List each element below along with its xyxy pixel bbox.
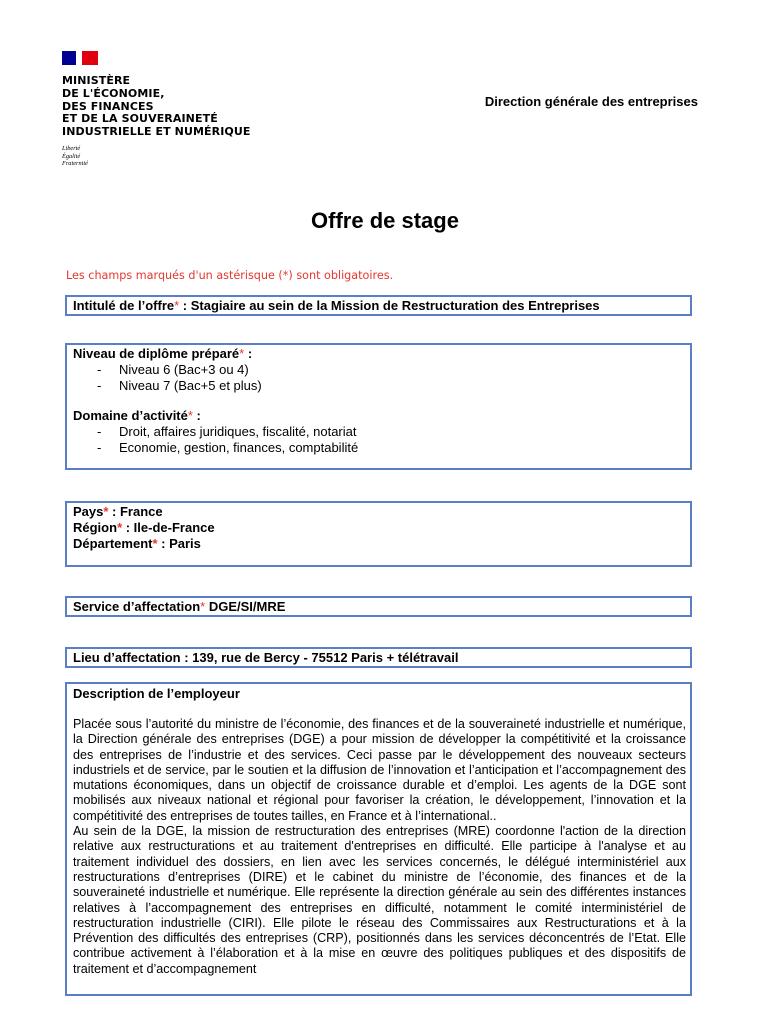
employer-paragraph: Placée sous l’autorité du ministre de l’économie, des finances et de la souveraineté industrielle et numérique, la Direction générale des entreprises (DGE) a pour mission de développer la compétitivité et la croissance des entreprises de l’industrie et des services. Ceci passe par le développement des nouveaux secteurs industriels et de service, par le soutien et la diffusion de l’innovation et l’anticipation et l’accompagnement des mutations économiques, dans un objectif de croissance durable et d’emploi. Les agents de la DGE sont mobilisés aux niveaux national et régional pour favoriser la création, le développement, l’innovation et la compétitivité des entreprises de toutes tailles, en France et à l’international.. [73, 717, 686, 823]
diploma-list [73, 362, 690, 394]
required-asterisk: * [187, 408, 193, 423]
motto-line: Liberté [62, 144, 81, 152]
diploma-label-suffix: : [244, 346, 253, 361]
motto-line: Fraternité [62, 160, 88, 168]
education-field [65, 343, 692, 470]
department-label: Département [73, 536, 153, 551]
list-item: - Niveau 7 (Bac+5 et plus) [97, 378, 690, 394]
required-asterisk: * [152, 536, 158, 551]
required-asterisk: * [239, 346, 245, 361]
ministry-name-line: DES FINANCES [62, 99, 154, 113]
employer-paragraph: Au sein de la DGE, la mission de restructuration des entreprises (MRE) coordonne l'action de la direction relative aux restructurations et au traitement d'entreprises en difficulté. Elle participe à l'analyse et au traitement individuel des dossiers, en lien avec les services concernés, le délégué interministériel aux restructurations d’entreprises (DIRE) et le cabinet du ministre de l’économie, des finances et de la souveraineté industrielle et numérique. Elle représente la direction générale au sein des différentes instances relatives à l’accompagnement des entreprises en difficulté, notamment le comité interministériel de restructuration industrielle (CIRI). Elle pilote le réseau des Commissaires aux Restructurations et à la Prévention des difficultés des entreprises (CRP), positionnés dans les services déconcentrés de l’Etat. Elle contribue activement à l’élaboration et à la mise en œuvre des politiques publiques et des dispositifs de traitement et d’accompagnement [73, 824, 686, 976]
page-title: Offre de stage [311, 208, 459, 233]
employer-heading: Description de l’employeur [73, 686, 240, 701]
service-value: DGE/SI/MRE [205, 599, 286, 614]
mandatory-fields-note: Les champs marqués d'un astérisque (*) sont obligatoires. [66, 269, 394, 282]
list-item: - Droit, affaires juridiques, fiscalité, notariat [97, 424, 690, 440]
list-item: - Niveau 6 (Bac+3 ou 4) [97, 362, 690, 378]
required-asterisk: * [117, 520, 123, 535]
department-value: : Paris [157, 536, 201, 551]
motto-line: Égalité [62, 152, 81, 160]
direction-header: Direction générale des entreprises [484, 94, 698, 109]
list-item: - Economie, gestion, finances, comptabilité [97, 440, 690, 456]
service-field [65, 596, 692, 617]
required-asterisk: * [103, 504, 109, 519]
ministry-name [62, 75, 251, 139]
ministry-name-line: DE L'ÉCONOMIE, [62, 86, 165, 100]
required-asterisk: * [200, 599, 206, 614]
region-label: Région [73, 520, 118, 535]
workplace-text: Lieu d’affectation : 139, rue de Bercy - 75512 Paris + télétravail [73, 650, 459, 665]
ministry-logo [62, 51, 251, 168]
domain-list [73, 424, 690, 456]
offer-title-value: : Stagiaire au sein de la Mission de Restructuration des Entreprises [179, 298, 600, 313]
republic-motto [62, 145, 251, 168]
ministry-name-line: INDUSTRIELLE ET NUMÉRIQUE [62, 125, 251, 139]
employer-description-field [65, 682, 692, 996]
offer-title-label: Intitulé de l’offre [73, 298, 175, 313]
country-label: Pays [73, 504, 104, 519]
workplace-field [65, 647, 692, 668]
offer-title-field [65, 295, 692, 316]
country-value: : France [108, 504, 163, 519]
ministry-name-line: MINISTÈRE [62, 74, 131, 87]
domain-label-suffix: : [192, 408, 201, 423]
domain-label: Domaine d’activité [73, 408, 188, 423]
service-label: Service d’affectation [73, 599, 201, 614]
region-value: : Ile-de-France [122, 520, 215, 535]
required-asterisk: * [174, 298, 180, 313]
french-flag-icon [62, 51, 98, 65]
location-field [65, 501, 692, 567]
diploma-label: Niveau de diplôme préparé [73, 346, 240, 361]
ministry-name-line: ET DE LA SOUVERAINETÉ [62, 112, 218, 126]
